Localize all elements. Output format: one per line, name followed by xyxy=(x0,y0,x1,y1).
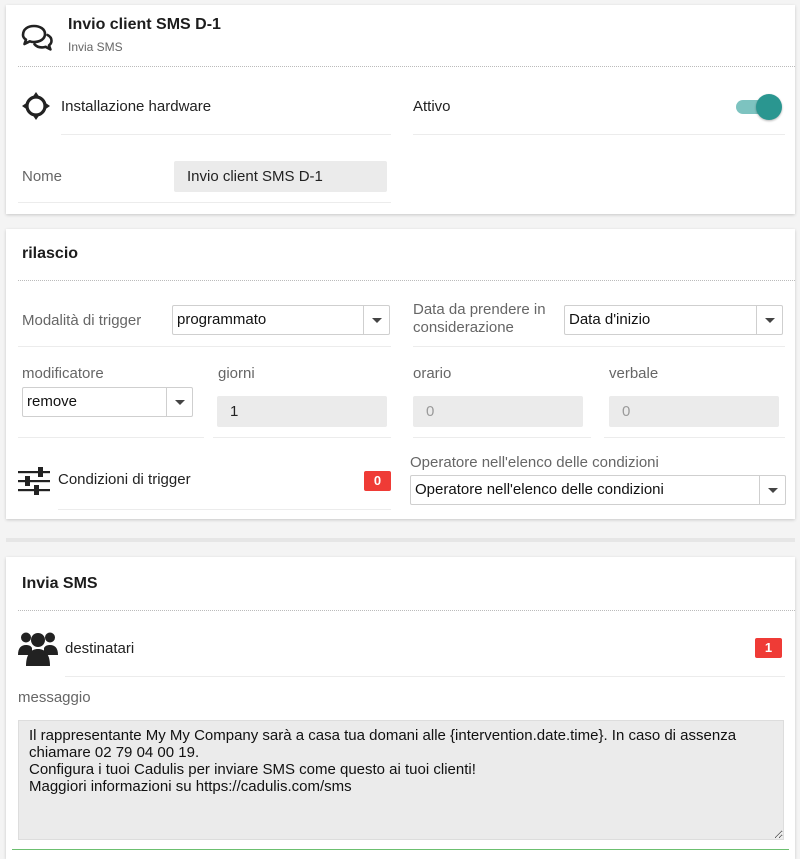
operator-select[interactable]: Operatore nell'elenco delle condizioni xyxy=(410,475,786,505)
trigger-mode-label: Modalità di trigger xyxy=(22,312,142,329)
sms-title: Invia SMS xyxy=(22,575,98,592)
time-label: orario xyxy=(413,365,452,382)
trigger-mode-select[interactable]: programmato xyxy=(172,305,390,335)
recipients-label: destinatari xyxy=(65,640,135,657)
date-select[interactable]: Data d'inizio xyxy=(564,305,783,335)
chevron-down-icon xyxy=(363,306,389,334)
textarea-focus-underline xyxy=(12,849,789,850)
section-separator xyxy=(6,538,795,542)
hardware-installation-label: Installazione hardware xyxy=(61,98,212,115)
trigger-conditions-label: Condizioni di trigger xyxy=(58,471,191,488)
verbal-label: verbale xyxy=(609,365,659,382)
name-label: Nome xyxy=(22,168,63,185)
days-field: 1 xyxy=(217,396,387,427)
release-title: rilascio xyxy=(22,245,79,262)
message-label: messaggio xyxy=(18,689,91,706)
time-field: 0 xyxy=(413,396,583,427)
chevron-down-icon xyxy=(166,388,192,416)
chevron-down-icon xyxy=(756,306,782,334)
task-header-card xyxy=(6,5,795,214)
release-card xyxy=(6,229,795,519)
chevron-down-icon xyxy=(759,476,785,504)
crosshair-icon xyxy=(21,91,51,121)
days-label: giorni xyxy=(218,365,255,382)
page-title: Invio client SMS D-1 xyxy=(68,16,221,33)
active-label: Attivo xyxy=(413,98,451,115)
modifier-select[interactable]: remove xyxy=(22,387,193,417)
active-toggle[interactable] xyxy=(736,94,782,120)
send-sms-card xyxy=(6,557,795,859)
recipients-count-badge: 1 xyxy=(755,638,782,658)
operator-label: Operatore nell'elenco delle condizioni xyxy=(410,454,659,471)
conditions-count-badge: 0 xyxy=(364,471,391,491)
verbal-field: 0 xyxy=(609,396,779,427)
chat-bubbles-icon xyxy=(20,23,54,53)
date-label: Data da prendere in considerazione xyxy=(413,301,546,336)
modifier-label: modificatore xyxy=(22,365,104,382)
message-textarea[interactable] xyxy=(18,720,784,840)
users-icon xyxy=(18,629,58,667)
sliders-icon xyxy=(18,466,50,496)
page-subtitle: Invia SMS xyxy=(68,40,123,54)
name-field: Invio client SMS D-1 xyxy=(174,161,387,192)
